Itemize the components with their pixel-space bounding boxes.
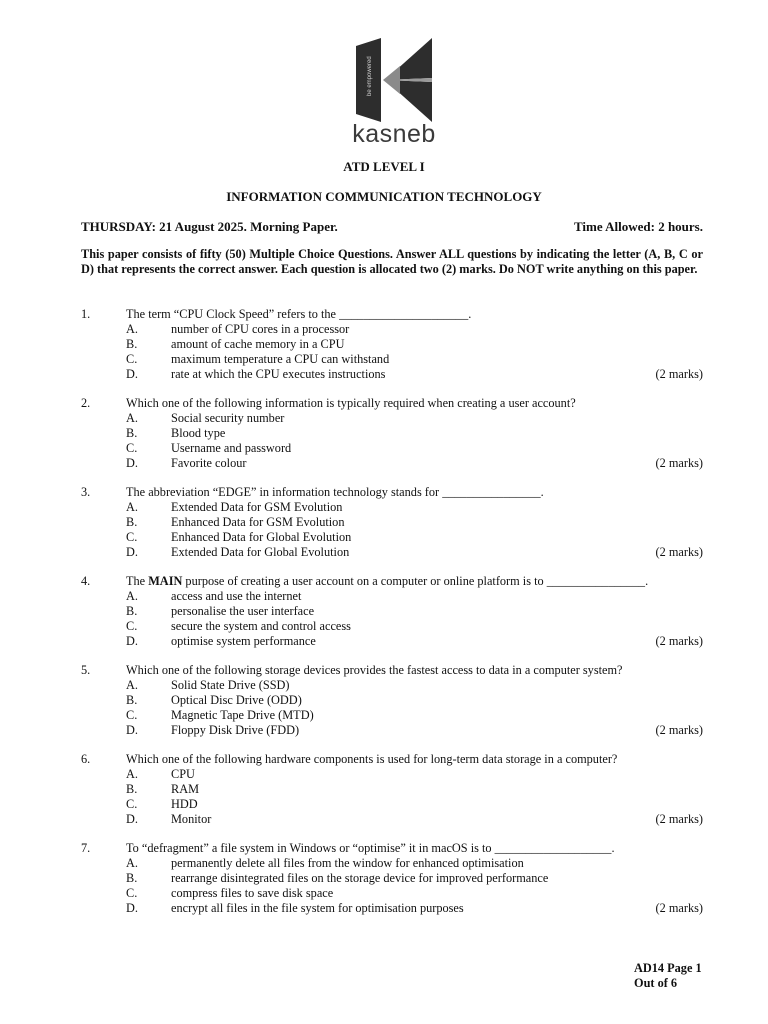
option-d xyxy=(81,723,703,738)
question-text: Which one of the following hardware components is used for long-term data storage in a computer? xyxy=(126,752,618,766)
option-text: Extended Data for Global Evolution xyxy=(171,545,350,559)
question-stem xyxy=(81,663,703,678)
question-number: 2. xyxy=(81,396,91,410)
option-text: rearrange disintegrated files on the storage device for improved performance xyxy=(171,871,549,885)
question-number: 6. xyxy=(81,752,91,766)
marks-label: (2 marks) xyxy=(655,901,703,915)
option-c xyxy=(81,619,703,634)
marks-label: (2 marks) xyxy=(655,545,703,559)
option-text: CPU xyxy=(171,767,195,781)
option-a xyxy=(81,500,703,515)
option-letter: D. xyxy=(126,367,138,381)
option-letter: B. xyxy=(126,426,138,440)
question-3 xyxy=(81,485,703,560)
question-7 xyxy=(81,841,703,916)
option-letter: A. xyxy=(126,589,138,603)
question-number: 1. xyxy=(81,307,91,321)
option-b xyxy=(81,871,703,886)
option-letter: C. xyxy=(126,797,138,811)
question-number: 4. xyxy=(81,574,91,588)
option-letter: B. xyxy=(126,604,138,618)
marks-label: (2 marks) xyxy=(655,367,703,381)
option-d xyxy=(81,634,703,649)
option-a xyxy=(81,322,703,337)
option-d xyxy=(81,456,703,471)
option-text: Extended Data for GSM Evolution xyxy=(171,500,343,514)
kasneb-logo xyxy=(352,38,436,150)
option-text: personalise the user interface xyxy=(171,604,315,618)
option-text: Magnetic Tape Drive (MTD) xyxy=(171,708,314,722)
instructions: This paper consists of fifty (50) Multiple Choice Questions. Answer ALL questions by indicating the letter (A, B, C or D) that represents the correct answer. Each question is allocated two (2) marks. Do NOT write anything on this paper. xyxy=(81,247,703,276)
emphasis: MAIN xyxy=(148,574,183,588)
option-letter: C. xyxy=(126,619,138,633)
option-c xyxy=(81,441,703,456)
exam-subject: INFORMATION COMMUNICATION TECHNOLOGY xyxy=(226,189,542,204)
option-b xyxy=(81,604,703,619)
page-total: Out of 6 xyxy=(634,976,678,990)
option-c xyxy=(81,886,703,901)
exam-level: ATD LEVEL I xyxy=(343,159,425,174)
question-text: To “defragment” a file system in Windows or “optimise” it in macOS is to ___________________. xyxy=(126,841,615,855)
option-letter: B. xyxy=(126,693,138,707)
option-c xyxy=(81,352,703,367)
question-text: The MAIN purpose of creating a user account on a computer or online platform is to ________________. xyxy=(126,574,649,588)
question-text: The abbreviation “EDGE” in information technology stands for ________________. xyxy=(126,485,544,499)
option-text: Optical Disc Drive (ODD) xyxy=(171,693,302,707)
option-text: optimise system performance xyxy=(171,634,316,648)
option-letter: B. xyxy=(126,515,138,529)
option-text: Social security number xyxy=(171,411,285,425)
option-letter: B. xyxy=(126,871,138,885)
option-text: RAM xyxy=(171,782,200,796)
question-5 xyxy=(81,663,703,738)
option-c xyxy=(81,530,703,545)
option-d xyxy=(81,901,703,916)
marks-label: (2 marks) xyxy=(655,723,703,737)
question-4 xyxy=(81,574,703,649)
question-stem xyxy=(81,307,703,322)
logo-text: kasneb xyxy=(352,120,436,148)
option-text: secure the system and control access xyxy=(171,619,351,633)
logo-side-text: be empowered xyxy=(367,56,373,96)
option-d xyxy=(81,812,703,827)
option-text: Enhanced Data for Global Evolution xyxy=(171,530,352,544)
marks-label: (2 marks) xyxy=(655,456,703,470)
question-number: 3. xyxy=(81,485,91,499)
option-letter: A. xyxy=(126,678,138,692)
question-number: 7. xyxy=(81,841,91,855)
option-text: Monitor xyxy=(171,812,212,826)
option-text: HDD xyxy=(171,797,198,811)
question-text: Which one of the following storage devices provides the fastest access to data in a computer system? xyxy=(126,663,623,677)
option-text: maximum temperature a CPU can withstand xyxy=(171,352,390,366)
time-allowed: Time Allowed: 2 hours. xyxy=(573,219,703,234)
option-d xyxy=(81,545,703,560)
question-2 xyxy=(81,396,703,471)
question-number: 5. xyxy=(81,663,91,677)
question-text: The term “CPU Clock Speed” refers to the _____________________. xyxy=(126,307,472,321)
question-6 xyxy=(81,752,703,827)
option-letter: C. xyxy=(126,441,138,455)
option-letter: A. xyxy=(126,856,138,870)
kasneb-logo-icon xyxy=(356,38,432,122)
option-text: Floppy Disk Drive (FDD) xyxy=(171,723,300,737)
option-letter: D. xyxy=(126,723,138,737)
option-b xyxy=(81,782,703,797)
option-letter: C. xyxy=(126,708,138,722)
question-stem xyxy=(81,752,703,767)
exam-date: THURSDAY: 21 August 2025. Morning Paper. xyxy=(81,219,338,234)
option-letter: B. xyxy=(126,337,138,351)
option-letter: D. xyxy=(126,456,138,470)
question-stem xyxy=(81,574,703,589)
option-text: rate at which the CPU executes instructions xyxy=(171,367,386,381)
option-letter: D. xyxy=(126,812,138,826)
option-text: Favorite colour xyxy=(171,456,247,470)
option-a xyxy=(81,411,703,426)
question-1 xyxy=(81,307,703,382)
option-a xyxy=(81,678,703,693)
option-b xyxy=(81,515,703,530)
page-footer xyxy=(634,961,702,991)
option-c xyxy=(81,797,703,812)
option-text: Enhanced Data for GSM Evolution xyxy=(171,515,345,529)
option-text: Username and password xyxy=(171,441,292,455)
option-a xyxy=(81,589,703,604)
option-letter: D. xyxy=(126,545,138,559)
option-c xyxy=(81,708,703,723)
option-text: number of CPU cores in a processor xyxy=(171,322,350,336)
question-text: Which one of the following information is typically required when creating a user account? xyxy=(126,396,576,410)
option-text: Solid State Drive (SSD) xyxy=(171,678,290,692)
option-letter: C. xyxy=(126,530,138,544)
option-letter: D. xyxy=(126,634,138,648)
option-text: Blood type xyxy=(171,426,226,440)
option-letter: D. xyxy=(126,901,138,915)
option-letter: C. xyxy=(126,352,138,366)
option-text: amount of cache memory in a CPU xyxy=(171,337,345,351)
option-text: permanently delete all files from the window for enhanced optimisation xyxy=(171,856,524,870)
marks-label: (2 marks) xyxy=(655,812,703,826)
option-b xyxy=(81,426,703,441)
page-number: AD14 Page 1 xyxy=(634,961,702,975)
marks-label: (2 marks) xyxy=(655,634,703,648)
option-d xyxy=(81,367,703,382)
option-a xyxy=(81,767,703,782)
option-letter: B. xyxy=(126,782,138,796)
option-b xyxy=(81,693,703,708)
option-letter: A. xyxy=(126,322,138,336)
option-b xyxy=(81,337,703,352)
option-text: access and use the internet xyxy=(171,589,302,603)
option-letter: C. xyxy=(126,886,138,900)
option-text: compress files to save disk space xyxy=(171,886,334,900)
option-a xyxy=(81,856,703,871)
option-letter: A. xyxy=(126,411,138,425)
option-letter: A. xyxy=(126,767,138,781)
question-stem xyxy=(81,396,703,411)
question-stem xyxy=(81,485,703,500)
date-row xyxy=(81,219,703,235)
option-text: encrypt all files in the file system for optimisation purposes xyxy=(171,901,464,915)
question-stem xyxy=(81,841,703,856)
option-letter: A. xyxy=(126,500,138,514)
